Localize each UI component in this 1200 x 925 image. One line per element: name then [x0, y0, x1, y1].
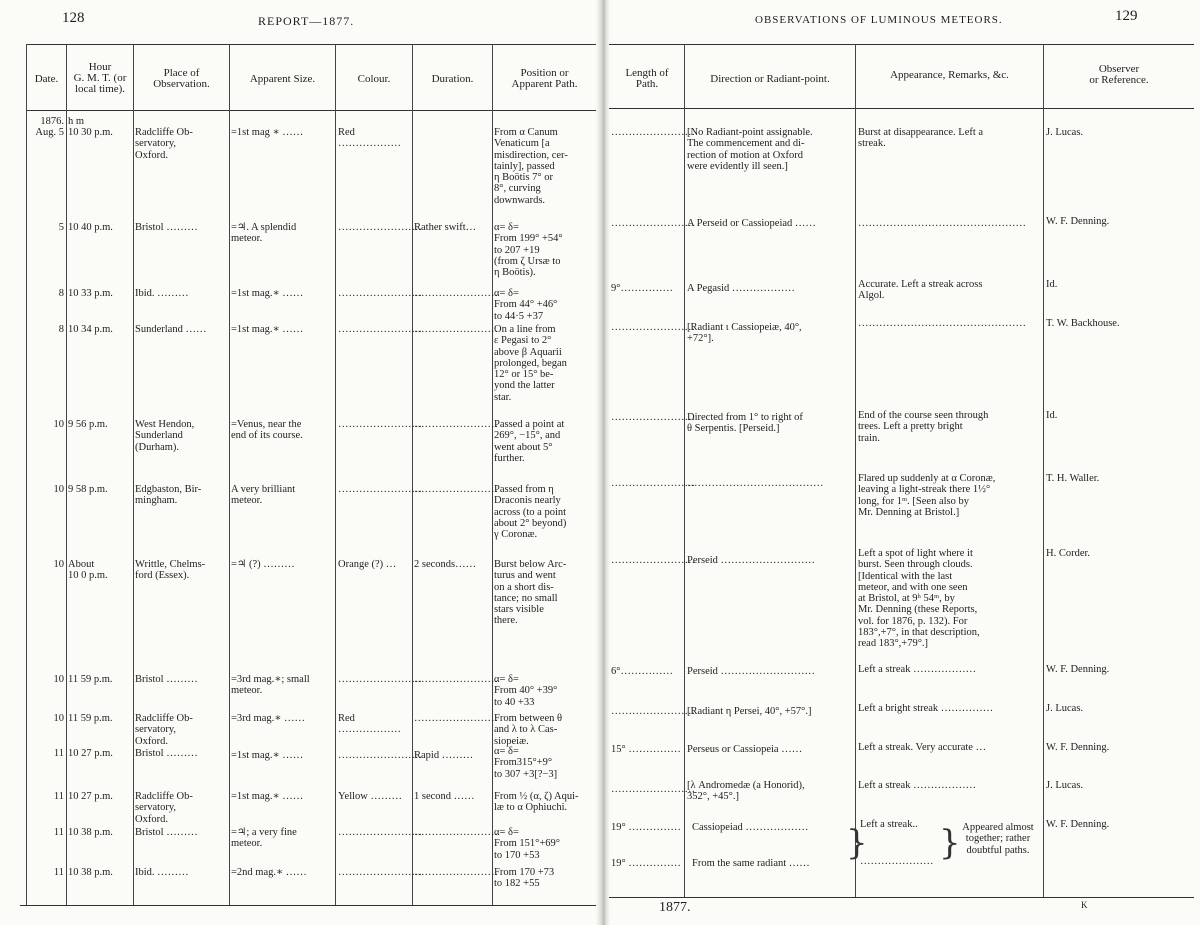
row-10-observer: W. F. Denning.: [1046, 742, 1110, 753]
header-rule: [26, 110, 596, 111]
row-7-length: ……………………: [611, 555, 695, 566]
row-5-hour: 9 56 p.m.: [68, 419, 108, 430]
row-13-colour: ……………………: [338, 867, 422, 878]
row-8-length: 6°……………: [611, 666, 673, 677]
row-4-hour: 10 34 p.m.: [68, 324, 113, 335]
row-5-size: =Venus, near the end of its course.: [231, 419, 303, 442]
row-11-colour: Yellow ………: [338, 791, 402, 802]
row-6-direction: …………………………………: [687, 478, 824, 489]
row-8-position: α= δ= From 40° +39° to 40 +33: [494, 674, 558, 708]
row-5-length: ……………………: [611, 412, 695, 423]
row-2-direction: A Perseid or Cassiopeiad ……: [687, 218, 816, 229]
grouping-brace: }: [939, 823, 961, 863]
row-1-length: ……………………: [611, 127, 695, 138]
row-11-appearance: Left a streak ………………: [858, 780, 977, 791]
joint-remark: Appeared almost together; rather doubtful paths.: [962, 822, 1034, 856]
table-bottom-rule: [20, 905, 596, 906]
header-hour: Hour G. M. T. (or local time).: [73, 61, 127, 95]
row-6-colour: ……………………: [338, 484, 422, 495]
row-7-duration: 2 seconds……: [414, 559, 477, 570]
row-2-date: 5: [58, 222, 64, 233]
row-3-colour: ……………………: [338, 288, 422, 299]
row-12-position: α= δ= From 151°+69° to 170 +53: [494, 827, 560, 861]
row-3-direction: A Pegasid ………………: [687, 283, 795, 294]
column-rule: [684, 44, 685, 897]
row-5-direction: Directed from 1° to right of θ Serpentis. [Perseid.]: [687, 412, 803, 435]
table-top-rule: [26, 44, 596, 45]
row-8-appearance: Left a streak ………………: [858, 664, 977, 675]
row-12-observer: W. F. Denning.: [1046, 819, 1110, 830]
row-4-duration: ……………………: [414, 324, 498, 335]
row-1-direction: [No Radiant-point assignable. The commencement and di- rection of motion at Oxford were evidently ill seen.]: [687, 127, 813, 172]
row-7-direction: Perseid ………………………: [687, 555, 816, 566]
header-duration: Duration.: [431, 73, 474, 85]
row-4-length: ……………………: [611, 322, 695, 333]
signature-mark: K: [1081, 900, 1088, 910]
header-direction: Direction or Radiant-point.: [710, 73, 830, 85]
row-1-size: =1st mag ∗ ……: [231, 127, 304, 138]
table-bottom-rule: [609, 897, 1194, 898]
row-11-length: ……………………: [611, 784, 695, 795]
row-9-duration: ……………………: [414, 713, 498, 724]
row-2-length: ……………………: [611, 218, 695, 229]
row-9-observer: J. Lucas.: [1046, 703, 1084, 714]
right-running-head: OBSERVATIONS OF LUMINOUS METEORS.: [755, 14, 1003, 26]
row-10-size: =1st mag.∗ ……: [231, 750, 304, 761]
header-place: Place of Observation.: [153, 67, 210, 90]
header-observer: Observer or Reference.: [1089, 63, 1149, 86]
row-9-date: 10: [53, 713, 64, 724]
row-9-direction: [Radiant η Persei, 40°, +57°.]: [687, 706, 812, 717]
column-rule: [492, 44, 493, 905]
row-12-colour: ……………………: [338, 827, 422, 838]
row-1-date: 1876. Aug. 5: [35, 116, 64, 139]
row-4-date: 8: [58, 324, 64, 335]
right-page-number: 129: [1115, 8, 1138, 24]
row-6-date: 10: [53, 484, 64, 495]
row-6-duration: ……………………: [414, 484, 498, 495]
row-9-position: From between θ and λ to λ Cas- siopeiæ.: [494, 713, 563, 747]
left-page-number: 128: [62, 10, 85, 26]
row-6-observer: T. H. Waller.: [1046, 473, 1100, 484]
row-8-direction: Perseid ………………………: [687, 666, 816, 677]
row-9-appearance: Left a bright streak ……………: [858, 703, 994, 714]
row-13-position: From 170 +73 to 182 +55: [494, 867, 555, 890]
row-11-position: From ½ (α, ζ) Aqui- læ to α Ophiuchi.: [494, 791, 579, 814]
row-12-size: =♃; a very fine meteor.: [231, 827, 297, 850]
grouping-brace: }: [846, 823, 868, 863]
column-rule: [1043, 44, 1044, 897]
row-11-duration: 1 second ……: [414, 791, 475, 802]
row-4-observer: T. W. Backhouse.: [1046, 318, 1120, 329]
row-8-place: Bristol ………: [135, 674, 198, 685]
row-9-place: Radcliffe Ob- servatory, Oxford.: [135, 713, 193, 747]
row-4-position: On a line from ε Pegasi to 2° above β Aquarii prolonged, began 12° or 15° be- yond the latter star.: [494, 324, 567, 403]
row-1-place: Radcliffe Ob- servatory, Oxford.: [135, 127, 193, 161]
row-5-appearance: End of the course seen through trees. Left a pretty bright train.: [858, 410, 989, 444]
row-3-date: 8: [58, 288, 64, 299]
row-3-length: 9°……………: [611, 283, 673, 294]
row-12-direction: Cassiopeiad ………………: [692, 822, 809, 833]
row-2-place: Bristol ………: [135, 222, 198, 233]
row-5-place: West Hendon, Sunderland (Durham).: [135, 419, 195, 453]
row-1-colour: Red ………………: [338, 127, 401, 150]
row-13-length: 19° ……………: [611, 858, 681, 869]
row-7-size: =♃ (?) ………: [231, 559, 295, 570]
row-13-appearance: …………………: [860, 856, 934, 867]
row-5-observer: Id.: [1046, 410, 1058, 421]
row-11-place: Radcliffe Ob- servatory, Oxford.: [135, 791, 193, 825]
row-8-hour: 11 59 p.m.: [68, 674, 113, 685]
row-13-place: Ibid. ………: [135, 867, 189, 878]
row-2-colour: ……………………: [338, 222, 422, 233]
row-8-observer: W. F. Denning.: [1046, 664, 1110, 675]
row-10-colour: ……………………: [338, 750, 422, 761]
column-rule: [335, 44, 336, 905]
row-4-colour: ……………………: [338, 324, 422, 335]
row-9-size: =3rd mag.∗ ……: [231, 713, 306, 724]
row-12-place: Bristol ………: [135, 827, 198, 838]
row-5-position: Passed a point at 269°, −15°, and went about 5° further.: [494, 419, 565, 464]
row-8-colour: ……………………: [338, 674, 422, 685]
row-7-appearance: Left a spot of light where it burst. Seen through clouds. [Identical with the last meteor, and with one seen at Bristol, at 9ʰ 54ᵐ, by Mr. Denning (these Reports, vol. for 1876, p. 132). For 183°,+7°, in that description, read 183°,+79°.]: [858, 548, 980, 650]
row-9-length: ……………………: [611, 706, 695, 717]
column-rule: [26, 44, 27, 905]
row-2-hour: 10 40 p.m.: [68, 222, 113, 233]
column-rule: [66, 44, 67, 905]
row-3-size: =1st mag.∗ ……: [231, 288, 304, 299]
row-7-observer: H. Corder.: [1046, 548, 1091, 559]
row-7-place: Writtle, Chelms- ford (Essex).: [135, 559, 206, 582]
row-1-observer: J. Lucas.: [1046, 127, 1084, 138]
row-1-hour: h m 10 30 p.m.: [68, 116, 113, 139]
row-8-date: 10: [53, 674, 64, 685]
row-11-size: =1st mag.∗ ……: [231, 791, 304, 802]
table-top-rule: [609, 44, 1194, 45]
row-13-date: 11: [53, 867, 64, 878]
row-11-observer: J. Lucas.: [1046, 780, 1084, 791]
row-10-direction: Perseus or Cassiopeia ……: [687, 744, 803, 755]
row-10-duration: Rapid ………: [414, 750, 474, 761]
row-8-duration: ……………………: [414, 674, 498, 685]
row-4-appearance: …………………………………………: [858, 318, 1026, 329]
header-date: Date.: [34, 73, 59, 85]
row-4-direction: [Radiant ι Cassiopeiæ, 40°, +72°].: [687, 322, 802, 345]
row-3-observer: Id.: [1046, 279, 1058, 290]
column-rule: [412, 44, 413, 905]
row-9-hour: 11 59 p.m.: [68, 713, 113, 724]
row-13-duration: ……………………: [414, 867, 498, 878]
row-10-length: 15° ……………: [611, 744, 681, 755]
page-footer-year: 1877.: [659, 900, 691, 915]
header-size: Apparent Size.: [249, 73, 316, 85]
row-13-hour: 10 38 p.m.: [68, 867, 113, 878]
row-8-size: =3rd mag.∗; small meteor.: [231, 674, 310, 697]
row-10-position: α= δ= From315°+9° to 307 +3[?−3]: [494, 746, 558, 780]
row-10-hour: 10 27 p.m.: [68, 748, 113, 759]
row-4-size: =1st mag.∗ ……: [231, 324, 304, 335]
row-11-direction: [λ Andromedæ (a Honorid), 352°, +45°.]: [687, 780, 805, 803]
header-rule: [609, 108, 1194, 109]
row-9-colour: Red ………………: [338, 713, 401, 736]
row-6-hour: 9 58 p.m.: [68, 484, 108, 495]
row-6-appearance: Flared up suddenly at α Coronæ, leaving a light-streak there 1½° long, for 1ᵐ. [Seen also by Mr. Denning at Bristol.]: [858, 473, 996, 518]
row-12-date: 11: [53, 827, 64, 838]
header-appearance: Appearance, Remarks, &c.: [890, 69, 1009, 81]
row-1-appearance: Burst at disappearance. Left a streak.: [858, 127, 984, 150]
row-5-colour: ……………………: [338, 419, 422, 430]
row-7-colour: Orange (?) …: [338, 559, 397, 570]
row-10-appearance: Left a streak. Very accurate …: [858, 742, 987, 753]
row-7-hour: About 10 0 p.m.: [68, 559, 108, 582]
row-5-date: 10: [53, 419, 64, 430]
row-12-length: 19° ……………: [611, 822, 681, 833]
right-page: [603, 0, 1200, 925]
row-11-hour: 10 27 p.m.: [68, 791, 113, 802]
row-1-position: From α Canum Venaticum [a misdirection, cer- tainly], passed η Boötis 7° or 8°, curving downwards.: [494, 127, 568, 206]
row-3-appearance: Accurate. Left a streak across Algol.: [858, 279, 983, 302]
row-10-place: Bristol ………: [135, 748, 198, 759]
column-rule: [855, 44, 856, 897]
row-5-duration: ……………………: [414, 419, 498, 430]
row-3-duration: ……………………: [414, 288, 498, 299]
row-6-position: Passed from η Draconis nearly across (to a point about 2° beyond) γ Coronæ.: [494, 484, 567, 541]
row-3-hour: 10 33 p.m.: [68, 288, 113, 299]
column-rule: [229, 44, 230, 905]
row-2-appearance: …………………………………………: [858, 218, 1026, 229]
row-2-position: α= δ= From 199° +54° to 207 +19 (from ζ Ursæ to η Boötis).: [494, 222, 563, 279]
header-colour: Colour.: [357, 73, 391, 85]
row-6-size: A very brilliant meteor.: [231, 484, 296, 507]
row-2-size: =♃. A splendid meteor.: [231, 222, 297, 245]
row-6-length: ……………………: [611, 478, 695, 489]
row-3-place: Ibid. ………: [135, 288, 189, 299]
row-4-place: Sunderland ……: [135, 324, 207, 335]
row-12-hour: 10 38 p.m.: [68, 827, 113, 838]
row-2-observer: W. F. Denning.: [1046, 216, 1110, 227]
row-12-appearance: Left a streak..: [860, 819, 918, 830]
row-7-date: 10: [53, 559, 64, 570]
row-3-position: α= δ= From 44° +46° to 44·5 +37: [494, 288, 558, 322]
row-10-date: 11: [53, 748, 64, 759]
row-6-place: Edgbaston, Bir- mingham.: [135, 484, 202, 507]
left-running-head: REPORT—1877.: [258, 14, 355, 28]
header-position: Position or Apparent Path.: [511, 67, 578, 90]
row-13-size: =2nd mag.∗ ……: [231, 867, 307, 878]
row-12-duration: ……………………: [414, 827, 498, 838]
row-2-duration: Rather swift…: [414, 222, 477, 233]
row-7-position: Burst below Arc- turus and went on a short dis- tance; no small stars visible there.: [494, 559, 567, 627]
column-rule: [133, 44, 134, 905]
row-11-date: 11: [53, 791, 64, 802]
row-13-direction: From the same radiant ……: [692, 858, 810, 869]
header-length: Length of Path.: [625, 67, 669, 90]
